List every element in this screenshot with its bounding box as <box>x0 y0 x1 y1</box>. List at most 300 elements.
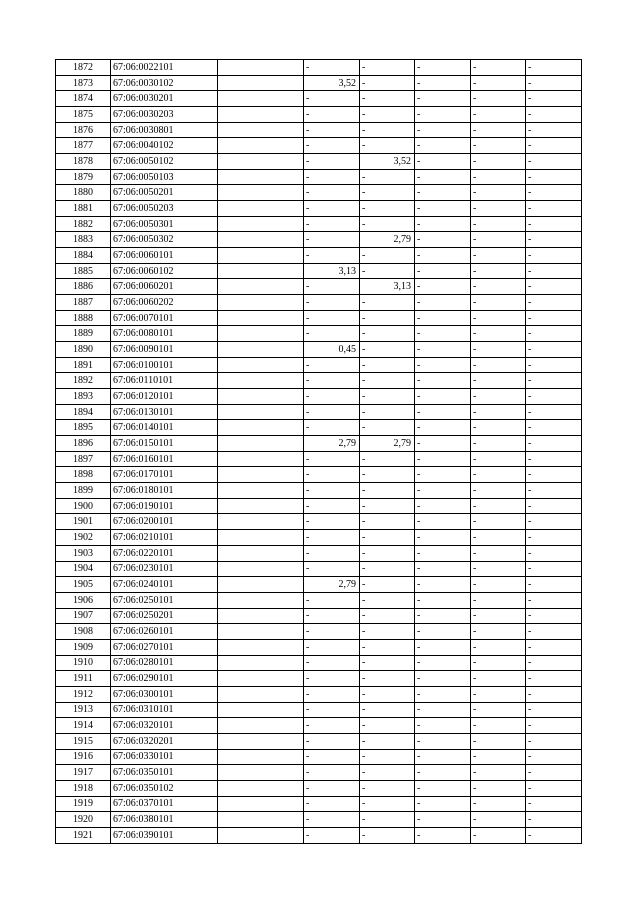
value-cell <box>471 389 526 405</box>
table-row <box>56 686 582 702</box>
empty-cell <box>218 514 304 530</box>
value-cell <box>526 608 582 624</box>
dash-text: - <box>473 767 477 779</box>
value-cell <box>471 498 526 514</box>
dash-text: - <box>473 61 477 73</box>
dash-text: - <box>528 265 532 277</box>
dash-text: - <box>528 531 532 543</box>
dash-text: - <box>417 61 421 73</box>
value-cell <box>360 467 415 483</box>
value-cell <box>471 420 526 436</box>
value-cell <box>304 138 360 154</box>
value-cell <box>304 389 360 405</box>
dash-text: - <box>528 829 532 841</box>
value-cell <box>360 671 415 687</box>
value-cell <box>415 185 471 201</box>
row-number: 1901 <box>56 514 111 530</box>
dash-text: - <box>306 641 310 653</box>
value-cell <box>471 279 526 295</box>
row-number: 1903 <box>56 545 111 561</box>
empty-cell <box>218 592 304 608</box>
dash-text: - <box>362 484 366 496</box>
dash-text: - <box>306 234 310 246</box>
table-row <box>56 577 582 593</box>
dash-text: - <box>417 469 421 481</box>
dash-text: - <box>417 93 421 105</box>
dash-text: - <box>306 657 310 669</box>
row-number: 1902 <box>56 530 111 546</box>
dash-text: - <box>528 281 532 293</box>
value-cell <box>471 185 526 201</box>
dash-text: - <box>417 751 421 763</box>
value-cell <box>360 216 415 232</box>
value-cell <box>415 733 471 749</box>
value-cell <box>360 169 415 185</box>
cadastral-code: 67:06:0050301 <box>111 216 218 232</box>
value-cell <box>304 326 360 342</box>
value-cell <box>526 60 582 76</box>
dash-text: - <box>306 500 310 512</box>
value-cell <box>304 436 360 452</box>
value-cell <box>415 138 471 154</box>
dash-text: - <box>306 594 310 606</box>
table-row <box>56 263 582 279</box>
value-cell <box>360 404 415 420</box>
empty-cell <box>218 483 304 499</box>
dash-text: - <box>362 782 366 794</box>
value-cell <box>526 169 582 185</box>
row-number: 1915 <box>56 733 111 749</box>
cadastral-code: 67:06:0220101 <box>111 545 218 561</box>
value-cell <box>360 514 415 530</box>
dash-text: - <box>417 610 421 622</box>
value-cell <box>526 451 582 467</box>
value-cell <box>304 185 360 201</box>
value-cell <box>471 263 526 279</box>
dash-text: - <box>528 704 532 716</box>
value-cell <box>304 467 360 483</box>
cadastral-code: 67:06:0060101 <box>111 248 218 264</box>
table-row <box>56 248 582 264</box>
value-text: 2,79 <box>338 437 356 449</box>
dash-text: - <box>306 484 310 496</box>
dash-text: - <box>473 249 477 261</box>
value-cell <box>471 718 526 734</box>
dash-text: - <box>362 265 366 277</box>
dash-text: - <box>362 343 366 355</box>
dash-text: - <box>362 124 366 136</box>
value-cell <box>304 577 360 593</box>
dash-text: - <box>528 688 532 700</box>
dash-text: - <box>362 673 366 685</box>
value-cell <box>304 107 360 123</box>
value-cell <box>360 483 415 499</box>
cadastral-code: 67:06:0290101 <box>111 671 218 687</box>
value-cell <box>360 780 415 796</box>
value-cell <box>360 60 415 76</box>
cadastral-code: 67:06:0120101 <box>111 389 218 405</box>
value-text: 3,52 <box>393 155 411 167</box>
value-cell <box>415 655 471 671</box>
row-number: 1921 <box>56 827 111 843</box>
dash-text: - <box>417 688 421 700</box>
dash-text: - <box>528 735 532 747</box>
dash-text: - <box>528 594 532 606</box>
value-cell <box>526 373 582 389</box>
dash-text: - <box>306 375 310 387</box>
value-cell <box>304 686 360 702</box>
empty-cell <box>218 686 304 702</box>
value-cell <box>415 451 471 467</box>
cadastral-code: 67:06:0190101 <box>111 498 218 514</box>
row-number: 1893 <box>56 389 111 405</box>
dash-text: - <box>417 375 421 387</box>
value-cell <box>304 232 360 248</box>
cadastral-code: 67:06:0050103 <box>111 169 218 185</box>
dash-text: - <box>417 720 421 732</box>
row-number: 1914 <box>56 718 111 734</box>
value-cell <box>304 420 360 436</box>
value-cell <box>415 357 471 373</box>
value-cell <box>415 639 471 655</box>
value-cell <box>415 467 471 483</box>
value-text: 2,79 <box>393 234 411 246</box>
dash-text: - <box>306 422 310 434</box>
value-cell <box>471 561 526 577</box>
empty-cell <box>218 639 304 655</box>
dash-text: - <box>473 594 477 606</box>
dash-text: - <box>362 751 366 763</box>
row-number: 1904 <box>56 561 111 577</box>
cadastral-code: 67:06:0060201 <box>111 279 218 295</box>
dash-text: - <box>362 202 366 214</box>
value-cell <box>526 749 582 765</box>
dash-text: - <box>306 93 310 105</box>
value-cell <box>304 639 360 655</box>
dash-text: - <box>417 626 421 638</box>
value-cell <box>471 749 526 765</box>
cadastral-code: 67:06:0210101 <box>111 530 218 546</box>
empty-cell <box>218 232 304 248</box>
value-cell <box>415 812 471 828</box>
value-cell <box>415 765 471 781</box>
dash-text: - <box>473 359 477 371</box>
empty-cell <box>218 389 304 405</box>
value-cell <box>304 310 360 326</box>
value-cell <box>471 483 526 499</box>
value-cell <box>526 75 582 91</box>
dash-text: - <box>473 453 477 465</box>
dash-text: - <box>306 296 310 308</box>
dash-text: - <box>417 829 421 841</box>
dash-text: - <box>528 343 532 355</box>
row-number: 1873 <box>56 75 111 91</box>
value-cell <box>415 436 471 452</box>
value-cell <box>526 498 582 514</box>
value-cell <box>304 733 360 749</box>
table-row <box>56 498 582 514</box>
dash-text: - <box>362 422 366 434</box>
cadastral-code: 67:06:0320201 <box>111 733 218 749</box>
dash-text: - <box>306 798 310 810</box>
empty-cell <box>218 827 304 843</box>
value-cell <box>415 248 471 264</box>
value-cell <box>360 248 415 264</box>
table-row <box>56 483 582 499</box>
dash-text: - <box>473 547 477 559</box>
dash-text: - <box>417 641 421 653</box>
row-number: 1905 <box>56 577 111 593</box>
table-row <box>56 420 582 436</box>
dash-text: - <box>473 218 477 230</box>
value-cell <box>415 122 471 138</box>
dash-text: - <box>528 798 532 810</box>
value-cell <box>304 169 360 185</box>
dash-text: - <box>528 359 532 371</box>
value-cell <box>360 326 415 342</box>
dash-text: - <box>528 406 532 418</box>
value-cell <box>526 154 582 170</box>
empty-cell <box>218 201 304 217</box>
dash-text: - <box>473 563 477 575</box>
value-cell <box>415 263 471 279</box>
value-cell <box>304 201 360 217</box>
value-cell <box>415 671 471 687</box>
value-cell <box>304 545 360 561</box>
dash-text: - <box>362 218 366 230</box>
value-cell <box>471 75 526 91</box>
value-cell <box>526 467 582 483</box>
value-cell <box>360 357 415 373</box>
dash-text: - <box>528 77 532 89</box>
cadastral-code: 67:06:0130101 <box>111 404 218 420</box>
dash-text: - <box>528 563 532 575</box>
value-cell <box>415 561 471 577</box>
dash-text: - <box>417 406 421 418</box>
dash-text: - <box>306 751 310 763</box>
value-cell <box>360 201 415 217</box>
value-cell <box>415 483 471 499</box>
value-cell <box>526 185 582 201</box>
cadastral-code: 67:06:0090101 <box>111 342 218 358</box>
value-cell <box>415 514 471 530</box>
value-cell <box>360 686 415 702</box>
dash-text: - <box>417 767 421 779</box>
dash-text: - <box>306 140 310 152</box>
dash-text: - <box>473 77 477 89</box>
empty-cell <box>218 91 304 107</box>
empty-cell <box>218 780 304 796</box>
dash-text: - <box>306 328 310 340</box>
value-cell <box>471 514 526 530</box>
value-text: 3,13 <box>393 281 411 293</box>
row-number: 1877 <box>56 138 111 154</box>
dash-text: - <box>306 218 310 230</box>
value-cell <box>471 592 526 608</box>
dash-text: - <box>306 547 310 559</box>
cadastral-code: 67:06:0070101 <box>111 310 218 326</box>
dash-text: - <box>417 484 421 496</box>
row-number: 1884 <box>56 248 111 264</box>
value-cell <box>415 107 471 123</box>
value-cell <box>304 749 360 765</box>
dash-text: - <box>473 610 477 622</box>
table-row <box>56 107 582 123</box>
cadastral-code: 67:06:0300101 <box>111 686 218 702</box>
table-row <box>56 624 582 640</box>
dash-text: - <box>473 484 477 496</box>
dash-text: - <box>417 453 421 465</box>
dash-text: - <box>473 751 477 763</box>
table-row <box>56 436 582 452</box>
dash-text: - <box>362 406 366 418</box>
dash-text: - <box>362 171 366 183</box>
row-number: 1910 <box>56 655 111 671</box>
dash-text: - <box>528 218 532 230</box>
empty-cell <box>218 154 304 170</box>
row-number: 1888 <box>56 310 111 326</box>
row-number: 1913 <box>56 702 111 718</box>
empty-cell <box>218 263 304 279</box>
value-cell <box>415 827 471 843</box>
dash-text: - <box>417 704 421 716</box>
dash-text: - <box>528 547 532 559</box>
table-row <box>56 185 582 201</box>
row-number: 1908 <box>56 624 111 640</box>
value-cell <box>526 107 582 123</box>
value-cell <box>471 295 526 311</box>
dash-text: - <box>528 328 532 340</box>
dash-text: - <box>417 234 421 246</box>
empty-cell <box>218 733 304 749</box>
dash-text: - <box>306 390 310 402</box>
value-cell <box>304 295 360 311</box>
dash-text: - <box>306 673 310 685</box>
value-cell <box>304 373 360 389</box>
table-row <box>56 561 582 577</box>
value-cell <box>471 216 526 232</box>
value-cell <box>526 530 582 546</box>
value-cell <box>360 138 415 154</box>
row-number: 1881 <box>56 201 111 217</box>
row-number: 1895 <box>56 420 111 436</box>
row-number: 1880 <box>56 185 111 201</box>
value-cell <box>360 420 415 436</box>
value-cell <box>471 530 526 546</box>
cadastral-code: 67:06:0230101 <box>111 561 218 577</box>
row-number: 1887 <box>56 295 111 311</box>
value-cell <box>471 577 526 593</box>
row-number: 1916 <box>56 749 111 765</box>
empty-cell <box>218 248 304 264</box>
dash-text: - <box>306 767 310 779</box>
dash-text: - <box>473 782 477 794</box>
row-number: 1896 <box>56 436 111 452</box>
value-cell <box>471 655 526 671</box>
value-cell <box>526 718 582 734</box>
dash-text: - <box>417 500 421 512</box>
value-cell <box>415 75 471 91</box>
value-cell <box>471 686 526 702</box>
empty-cell <box>218 185 304 201</box>
value-cell <box>471 765 526 781</box>
table-row <box>56 796 582 812</box>
value-cell <box>471 169 526 185</box>
value-cell <box>360 75 415 91</box>
empty-cell <box>218 765 304 781</box>
value-cell <box>471 451 526 467</box>
value-cell <box>471 671 526 687</box>
dash-text: - <box>306 782 310 794</box>
value-cell <box>304 483 360 499</box>
table-row <box>56 702 582 718</box>
value-cell <box>415 342 471 358</box>
dash-text: - <box>362 375 366 387</box>
dash-text: - <box>473 735 477 747</box>
table-row <box>56 201 582 217</box>
empty-cell <box>218 718 304 734</box>
cadastral-code: 67:06:0170101 <box>111 467 218 483</box>
dash-text: - <box>306 720 310 732</box>
value-cell <box>526 91 582 107</box>
row-number: 1907 <box>56 608 111 624</box>
value-cell <box>360 436 415 452</box>
value-cell <box>471 624 526 640</box>
value-cell <box>526 812 582 828</box>
value-cell <box>415 91 471 107</box>
dash-text: - <box>473 375 477 387</box>
table-row <box>56 733 582 749</box>
empty-cell <box>218 561 304 577</box>
value-cell <box>304 671 360 687</box>
row-number: 1885 <box>56 263 111 279</box>
table-row <box>56 827 582 843</box>
value-cell <box>471 357 526 373</box>
dash-text: - <box>417 328 421 340</box>
dash-text: - <box>528 249 532 261</box>
dash-text: - <box>528 610 532 622</box>
value-cell <box>415 702 471 718</box>
value-cell <box>360 107 415 123</box>
cadastral-code: 67:06:0030201 <box>111 91 218 107</box>
dash-text: - <box>528 484 532 496</box>
dash-text: - <box>417 814 421 826</box>
value-cell <box>526 624 582 640</box>
empty-cell <box>218 812 304 828</box>
value-cell <box>415 279 471 295</box>
row-number: 1911 <box>56 671 111 687</box>
dash-text: - <box>528 93 532 105</box>
value-cell <box>304 216 360 232</box>
value-cell <box>360 498 415 514</box>
dash-text: - <box>417 735 421 747</box>
dash-text: - <box>417 594 421 606</box>
value-cell <box>471 91 526 107</box>
row-number: 1886 <box>56 279 111 295</box>
cadastral-code: 67:06:0060102 <box>111 263 218 279</box>
dash-text: - <box>528 641 532 653</box>
cadastral-code: 67:06:0370101 <box>111 796 218 812</box>
value-cell <box>415 686 471 702</box>
dash-text: - <box>473 688 477 700</box>
value-cell <box>415 310 471 326</box>
dash-text: - <box>417 657 421 669</box>
value-cell <box>526 780 582 796</box>
dash-text: - <box>417 77 421 89</box>
value-cell <box>526 389 582 405</box>
dash-text: - <box>417 312 421 324</box>
value-cell <box>415 326 471 342</box>
